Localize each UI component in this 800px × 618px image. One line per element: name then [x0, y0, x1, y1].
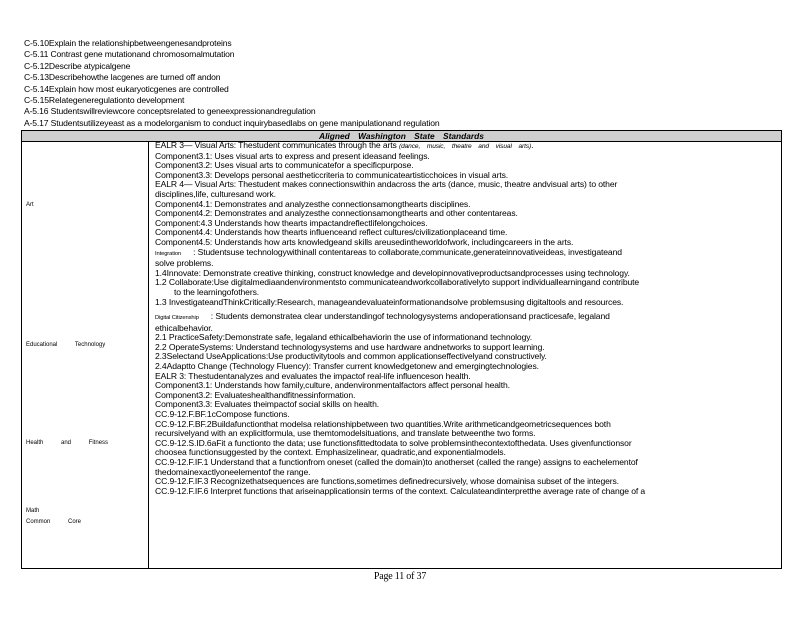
content-line: Component3.3: Develops personal aestheticcriteria to communicateartisticchoices in visual arts. — [155, 170, 509, 180]
content-line: Component:4.3 Understands how thearts impactandreflectlifelongchoices. — [155, 218, 428, 228]
content-line: solve problems. — [155, 259, 214, 269]
content-line: EALR 3: Thestudentanalyzes and evaluates the impactof real-life influenceson health. — [155, 371, 471, 381]
content-text: EALR 3— Visual Arts: Thestudent communicates through the arts — [155, 141, 397, 150]
content-line: CC.9-12.F.BF.2Buildafunctionthat modelsa relationshipbetween two quantities.Write arithmeticandgeometricsequences both — [155, 419, 611, 429]
content-line: thedomainexactlyoneelementof the range. — [155, 467, 311, 477]
content-line: recursivelyand with an explicitformula, use themtomodelsituations, and translate betweenthe two forms. — [155, 429, 536, 439]
content-lead: Integration — [155, 250, 182, 257]
content-line: to the learningofothers. — [174, 287, 260, 297]
content-line: Component4.1: Demonstrates and analyzesthe connectionsamongthearts disciplines. — [155, 199, 471, 209]
content-text: : Students demonstratea clear understandingof technologysystems andoperationsand practicesafe, legaland — [210, 312, 610, 322]
content-line: 1.4Innovate: Demonstrate creative thinking, construct knowledge and developinnovativeproductsandprocesses using technology. — [155, 268, 630, 278]
section-label-health-fitness: Health and Fitness — [26, 440, 109, 446]
content-line: EALR 4— Visual Arts: Thestudent makes connectionswithin andacross the arts (dance, music, theatre andvisual arts) to other — [155, 180, 618, 190]
content-line: 2.4Adaptto Change (Technology Fluency): Transfer current knowledgetonew and emergingtechnologies. — [155, 362, 539, 372]
standard-item: A-5.17 Studentsutilizeyeast as a modelorganism to conduct inquirybasedlabs on gene manipulationand regulation — [24, 117, 440, 128]
content-line — [155, 312, 779, 324]
standards-table — [21, 130, 782, 569]
standard-item: C-5.12Describe atypicalgene — [24, 60, 131, 71]
section-label-art: Art — [26, 202, 34, 208]
content-line — [155, 248, 779, 260]
content-line: CC.9-12.S.ID.6aFit a functionto the data; use functionsfittedtodata to solve problemsinthecontextofthedata. Uses givenfunctionsor — [155, 438, 632, 448]
column-divider — [148, 141, 149, 568]
standard-item: C-5.13Describehowthe lacgenes are turned off andon — [24, 72, 221, 83]
content-line: Component3.2: Evaluateshealthandfitnessinformation. — [155, 390, 356, 400]
page-number: Page 11 of 37 — [373, 571, 427, 582]
standard-item: C-5.15Relategeneregulationto development — [24, 95, 185, 106]
content-line: Component3.2: Uses visual arts to communicatefor a specificpurpose. — [155, 161, 414, 171]
content-line: 2.1 PracticeSafety:Demonstrate safe, legaland ethicalbehaviorin the use of informationand technology. — [155, 333, 533, 343]
content-line: ethicalbehavior. — [155, 323, 213, 333]
content-line: CC.9-12.F.IF.1 Understand that a functionfrom oneset (called the domain)to anotherset (called the range) assigns to eachelementof — [155, 458, 638, 467]
content-lead: Digital Citizenship — [155, 315, 199, 322]
table-header: Aligned Washington State Standards — [22, 130, 781, 142]
standard-item: C-5.14Explain how most eukaryoticgenes are controlled — [24, 83, 229, 94]
content-line: CC.9-12.F.IF.3 Recognizethatsequences are functions,sometimes definedrecursively, whose domainisa subset of the integers. — [155, 477, 619, 487]
standards-list — [24, 38, 784, 129]
content-line: Component4.2: Demonstrates and analyzesthe connectionsamongthearts and other contentareas. — [155, 209, 518, 219]
section-label-common-core: Common Core — [26, 519, 82, 525]
standards-content — [155, 141, 779, 496]
content-line: 1.3 InvestigateandThinkCritically:Research, manageandevaluateinformationandsolve problemsusing digitaltools and resources. — [155, 297, 624, 307]
content-italic: (dance, music, theatre and visual arts) — [399, 143, 532, 150]
content-line: CC.9-12.F.BF.1cCompose functions. — [155, 410, 290, 420]
standard-item: C-5.11 Contrast gene mutationand chromosomalmutation — [24, 49, 235, 60]
content-line — [155, 141, 779, 152]
standard-item: C-5.10Explain the relationshipbetweengenesandproteins — [24, 38, 232, 48]
content-text: : Studentsuse technologywithinall contentareas to collaborate,communicate,generateinnovativeideas, investigateand — [193, 247, 622, 257]
content-line: 1.2 Collaborate:Use digitalmediaandenvironmentsto communicateandworkcollaborativelyto support individuallearningand contribute — [155, 278, 640, 288]
content-line: choosea functionsuggested by the context. Emphasizelinear, quadratic,and exponentialmodels. — [155, 448, 506, 458]
content-line: CC.9-12.F.IF.6 Interpret functions that ariseinapplicationsin terms of the context. Calculateandinterpretthe average rate of change of a — [155, 486, 646, 496]
standard-item: A-5.16 Studentswillreviewcore conceptsrelated to geneexpressionandregulation — [24, 106, 316, 117]
content-line: Component4.4: Understands how thearts influenceand reflect cultures/civilizationplaceand time. — [155, 228, 508, 238]
content-line: Component4.5: Understands how arts knowledgeand skills areusedintheworldofwork, includingcareers in the arts. — [155, 237, 574, 247]
content-line: Component3.1: Uses visual arts to express and present ideasand feelings. — [155, 151, 430, 161]
content-line: 2.2 OperateSystems: Understand technologysystems and use hardware andnetworks to support learning. — [155, 342, 545, 352]
content-line: 2.3Selectand UseApplications:Use productivitytools and common applicationseffectivelyand constructively. — [155, 352, 547, 362]
content-line: Component3.1: Understands how family,culture, andenvironmentalfactors affect personal health. — [155, 381, 510, 391]
content-line: Component3.3: Evaluates theimpactof social skills on health. — [155, 400, 380, 410]
section-label-educational-technology: Educational Technology — [26, 342, 106, 348]
content-line: disciplines,life, culturesand work. — [155, 189, 276, 199]
content-text: . — [531, 141, 534, 150]
section-label-math: Math — [26, 508, 40, 514]
